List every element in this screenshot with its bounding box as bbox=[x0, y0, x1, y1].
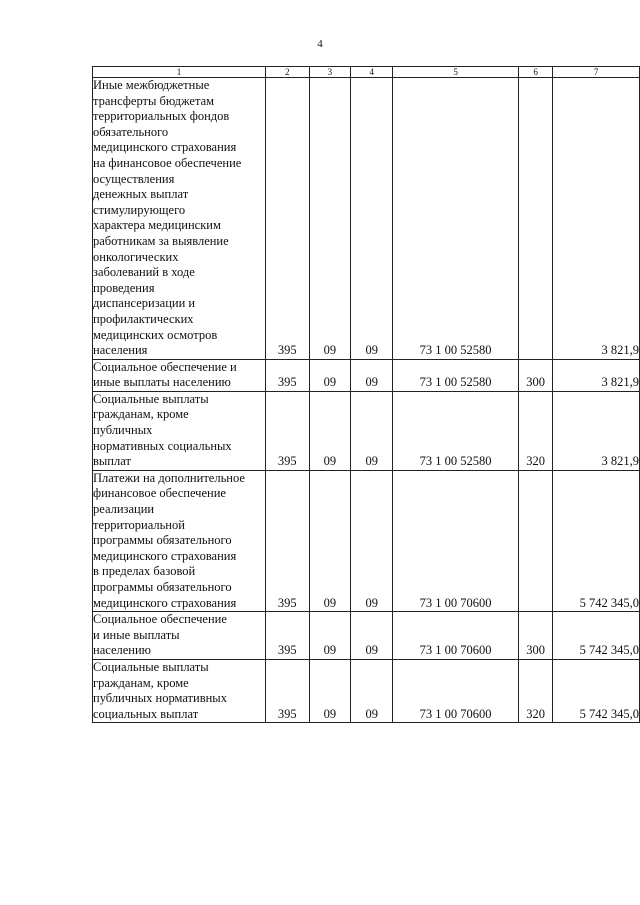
row-name-line: трансферты бюджетам bbox=[93, 93, 215, 108]
expense-type-cell: 300 bbox=[518, 612, 552, 660]
column-number-row bbox=[93, 67, 640, 78]
amount-cell: 5 742 345,0 bbox=[553, 612, 640, 660]
budget-table bbox=[92, 66, 640, 723]
subsection-code-cell: 09 bbox=[351, 391, 393, 470]
row-name-line: иные выплаты населению bbox=[93, 375, 231, 390]
row-name-line: денежных выплат bbox=[93, 187, 189, 202]
row-name-line: диспансеризации и bbox=[93, 296, 196, 311]
row-name-line: работникам за выявление bbox=[93, 233, 229, 248]
row-name-line: характера медицинским bbox=[93, 218, 221, 233]
column-header-4: 4 bbox=[351, 67, 393, 78]
row-name-line: гражданам, кроме bbox=[93, 675, 189, 690]
column-header-1: 1 bbox=[93, 67, 266, 78]
row-name-line: в пределах базовой bbox=[93, 564, 196, 579]
row-name-line: Иные межбюджетные bbox=[93, 78, 210, 92]
row-name-line: на финансовое обеспечение bbox=[93, 155, 242, 170]
grbs-code-cell: 395 bbox=[266, 612, 309, 660]
amount-cell: 5 742 345,0 bbox=[553, 470, 640, 611]
table-row bbox=[93, 78, 640, 360]
row-name-line: социальных выплат bbox=[93, 706, 199, 721]
table-row bbox=[93, 470, 640, 611]
column-header-3: 3 bbox=[309, 67, 351, 78]
amount-cell: 3 821,9 bbox=[553, 78, 640, 360]
row-name-line: Социальное обеспечение и bbox=[93, 359, 237, 374]
row-name-line: территориальной bbox=[93, 517, 185, 532]
row-name-cell bbox=[93, 470, 266, 611]
amount-cell: 3 821,9 bbox=[553, 359, 640, 391]
row-name-line: проведения bbox=[93, 280, 155, 295]
subsection-code-cell: 09 bbox=[351, 470, 393, 611]
table-row bbox=[93, 612, 640, 660]
row-name-line: медицинского страхования bbox=[93, 595, 237, 610]
column-header-6: 6 bbox=[518, 67, 552, 78]
row-name-line: Социальные выплаты bbox=[93, 659, 209, 674]
expense-type-cell bbox=[518, 78, 552, 360]
expense-type-cell: 300 bbox=[518, 359, 552, 391]
column-header-7: 7 bbox=[553, 67, 640, 78]
row-name-cell bbox=[93, 359, 266, 391]
row-name-line: заболеваний в ходе bbox=[93, 265, 195, 280]
table-row bbox=[93, 391, 640, 470]
section-code-cell: 09 bbox=[309, 78, 351, 360]
row-name-line: гражданам, кроме bbox=[93, 407, 189, 422]
row-name-line: территориальных фондов bbox=[93, 109, 230, 124]
expense-type-cell: 320 bbox=[518, 659, 552, 722]
row-name-line: медицинского страхования bbox=[93, 548, 237, 563]
subsection-code-cell: 09 bbox=[351, 359, 393, 391]
row-name-line: нормативных социальных bbox=[93, 438, 232, 453]
row-name-line: Социальные выплаты bbox=[93, 391, 209, 406]
column-header-2: 2 bbox=[266, 67, 309, 78]
row-name-cell bbox=[93, 659, 266, 722]
amount-cell: 5 742 345,0 bbox=[553, 659, 640, 722]
row-name-line: и иные выплаты bbox=[93, 627, 180, 642]
subsection-code-cell: 09 bbox=[351, 659, 393, 722]
target-article-cell: 73 1 00 70600 bbox=[393, 659, 519, 722]
subsection-code-cell: 09 bbox=[351, 612, 393, 660]
row-name-line: онкологических bbox=[93, 249, 179, 264]
section-code-cell: 09 bbox=[309, 659, 351, 722]
target-article-cell: 73 1 00 52580 bbox=[393, 359, 519, 391]
row-name-line: реализации bbox=[93, 502, 155, 517]
row-name-line: финансовое обеспечение bbox=[93, 486, 226, 501]
target-article-cell: 73 1 00 52580 bbox=[393, 391, 519, 470]
page-number: 4 bbox=[317, 38, 323, 50]
grbs-code-cell: 395 bbox=[266, 391, 309, 470]
subsection-code-cell: 09 bbox=[351, 78, 393, 360]
row-name-cell bbox=[93, 78, 266, 360]
expense-type-cell: 320 bbox=[518, 391, 552, 470]
row-name-line: медицинских осмотров bbox=[93, 327, 218, 342]
expense-type-cell bbox=[518, 470, 552, 611]
section-code-cell: 09 bbox=[309, 391, 351, 470]
row-name-line: публичных нормативных bbox=[93, 691, 227, 706]
row-name-line: населению bbox=[93, 643, 151, 658]
section-code-cell: 09 bbox=[309, 359, 351, 391]
row-name-line: программы обязательного bbox=[93, 533, 232, 548]
target-article-cell: 73 1 00 52580 bbox=[393, 78, 519, 360]
row-name-line: программы обязательного bbox=[93, 580, 232, 594]
row-name-cell bbox=[93, 612, 266, 660]
row-name-line: Платежи на дополнительное bbox=[93, 470, 245, 485]
section-code-cell: 09 bbox=[309, 470, 351, 611]
target-article-cell: 73 1 00 70600 bbox=[393, 470, 519, 611]
section-code-cell: 09 bbox=[309, 612, 351, 660]
grbs-code-cell: 395 bbox=[266, 78, 309, 360]
grbs-code-cell: 395 bbox=[266, 359, 309, 391]
grbs-code-cell: 395 bbox=[266, 470, 309, 611]
grbs-code-cell: 395 bbox=[266, 659, 309, 722]
row-name-line: обязательного bbox=[93, 124, 169, 139]
row-name-line: публичных bbox=[93, 423, 153, 438]
row-name-line: стимулирующего bbox=[93, 202, 186, 217]
row-name-line: профилактических bbox=[93, 311, 194, 326]
column-header-5: 5 bbox=[393, 67, 519, 78]
row-name-line: осуществления bbox=[93, 171, 175, 186]
row-name-line: медицинского страхования bbox=[93, 140, 237, 155]
row-name-cell bbox=[93, 391, 266, 470]
row-name-line: выплат bbox=[93, 454, 131, 469]
amount-cell: 3 821,9 bbox=[553, 391, 640, 470]
table-row bbox=[93, 359, 640, 391]
target-article-cell: 73 1 00 70600 bbox=[393, 612, 519, 660]
row-name-line: населения bbox=[93, 343, 148, 358]
row-name-line: Социальное обеспечение bbox=[93, 612, 227, 627]
table-row bbox=[93, 659, 640, 722]
